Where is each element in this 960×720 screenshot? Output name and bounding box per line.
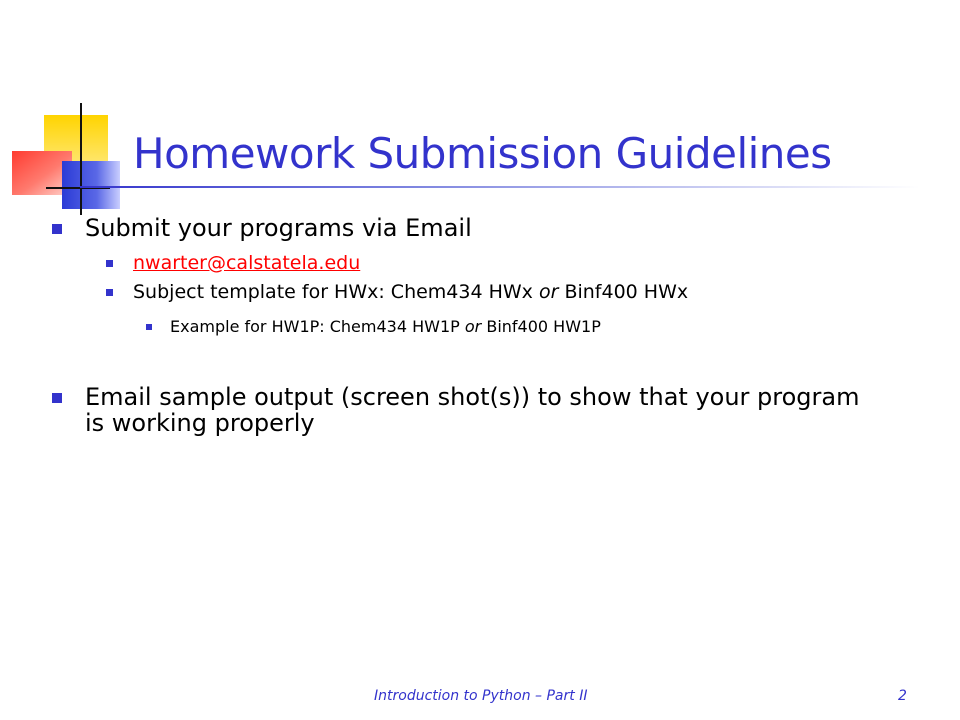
example-subject-or: or	[464, 317, 482, 336]
subject-template-or: or	[538, 281, 559, 303]
bullet-email-address	[106, 252, 360, 274]
example-subject-prefix: Example for HW1P: Chem434 HW1P	[170, 317, 465, 336]
subject-template-text	[133, 281, 688, 303]
logo-vertical-line	[80, 103, 82, 215]
footer-page-number: 2	[898, 688, 907, 704]
subject-template-suffix: Binf400 HWx	[558, 281, 689, 303]
bullet-text: Submit your programs via Email	[85, 214, 472, 242]
title-underline	[80, 186, 920, 188]
square-bullet-icon	[106, 260, 113, 267]
square-bullet-icon	[146, 324, 152, 330]
bullet-example-subject	[146, 317, 601, 337]
footer-title: Introduction to Python – Part II	[374, 688, 588, 704]
example-subject-suffix: Binf400 HW1P	[481, 317, 601, 336]
decorative-squares-logo	[0, 95, 140, 225]
logo-blue-square	[62, 161, 120, 209]
subject-template-prefix: Subject template for HWx: Chem434 HWx	[133, 281, 539, 303]
bullet-submit-programs	[52, 215, 472, 241]
bullet-email-sample-output	[52, 384, 892, 436]
square-bullet-icon	[52, 393, 62, 403]
bullet-subject-template	[106, 281, 688, 303]
example-subject-text	[170, 317, 601, 337]
slide-title: Homework Submission Guidelines	[133, 129, 832, 178]
bullet-text: Email sample output (screen shot(s)) to show that your program is working properly	[85, 383, 860, 437]
square-bullet-icon	[106, 289, 113, 296]
square-bullet-icon	[52, 224, 62, 234]
email-link[interactable]: nwarter@calstatela.edu	[133, 252, 361, 274]
